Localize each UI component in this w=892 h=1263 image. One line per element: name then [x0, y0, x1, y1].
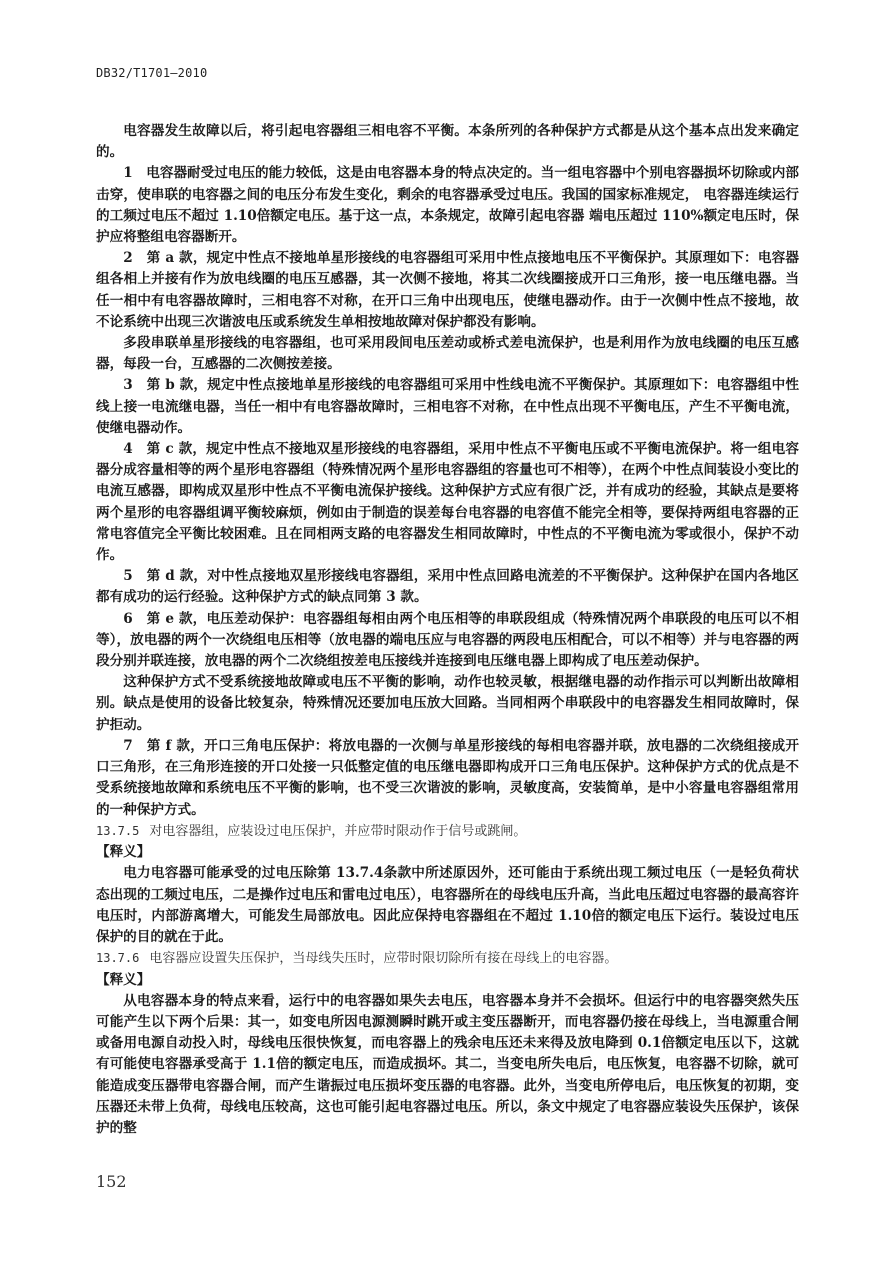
paragraph: 多段串联单星形接线的电容器组，也可采用段间电压差动或桥式差电流保护，也是利用作为放电线圈的电压互感器，每段一台，互感器的二次侧按差接。 — [96, 335, 799, 373]
paragraph: 5 第 d 款，对中性点接地双星形接线电容器组，采用中性点回路电流差的不平衡保护。这种保护在国内各地区都有成功的运行经验。这种保护方式的缺点同第 3 款。 — [96, 568, 799, 606]
explanation-paragraph: 从电容器本身的特点来看，运行中的电容器如果失去电压，电容器本身并不会损坏。但运行中的电容器突然失压可能产生以下两个后果：其一，如变电所因电源测瞬时跳开或主变压器断开，而电容器仍接在母线上，当电源重合闸或备用电源自动投入时，母线电压很快恢复，而电容器上的残余电压还未来得及放电降到 0.1倍额定电压以下，这就有可能使电容器承受高于 1.1倍的额定电压，而造成损坏。其二，当变电所失电后，电压恢复，电容器不切除，就可能造成变压器带电容器合闸，而产生谐振过电压损坏变压器的电容器。此外，当变电所停电后，电压恢复的初期，变压器还未带上负荷，母线电压较高，这也可能引起电容器过电压。所以，条文中规定了电容器应装设失压保护，该保护的整 — [96, 992, 799, 1136]
paragraph: 6 第 e 款，电压差动保护：电容器组每相由两个电压相等的串联段组成（特殊情况两个串联段的电压可以不相等），放电器的两个一次绕组电压相等（放电器的端电压应与电容器的两段电压相配合，可以不相等）并与电容器的两段分别并联连接，放电器的两个二次绕组按差电压接线并连接到电压继电器上即构成了电压差动保护。 — [96, 610, 799, 670]
paragraph: 4 第 c 款，规定中性点不接地双星形接线的电容器组，采用中性点不平衡电压或不平衡电流保护。将一组电容器分成容量相等的两个星形电容器组（特殊情况两个星形电容器组的容量也可不相等），在两个中性点间装设小变比的电流互感器，即构成双星形中性点不平衡电流保护接线。这种保护方式应有很广泛，并有成功的经验，其缺点是要将两个星形的电容器组调平衡较麻烦，例如由于制造的误差每台电容器的电容值不能完全相等，要保持两组电容器的正常电容值完全平衡比较困难。且在同相两支路的电容器发生相同故障时，中性点的不平衡电流为零或很小，保护不动作。 — [96, 441, 799, 564]
clause-number: 13.7.6 — [96, 951, 140, 966]
document-code: DB32/T1701—2010 — [96, 66, 208, 80]
document-body — [96, 121, 799, 1139]
paragraph: 3 第 b 款，规定中性点接地单星形接线的电容器组可采用中性线电流不平衡保护。其原理如下：电容器组中性线上接一电流继电器，当任一相中有电容器故障时，三相电容不对称，在中性点出现不平衡电压，产生不平衡电流，使继电器动作。 — [96, 377, 799, 436]
paragraph: 这种保护方式不受系统接地故障或电压不平衡的影响，动作也较灵敏，根据继电器的动作指示可以判断出故障相别。缺点是使用的设备比较复杂，特殊情况还要加电压放大回路。当同相两个串联段中的电容器发生相同故障时，保护拒动。 — [96, 674, 799, 733]
clause-text: 对电容器组，应装设过电压保护，并应带时限动作于信号或跳闸。 — [149, 823, 527, 839]
paragraph: 电容器发生故障以后，将引起电容器组三相电容不平衡。本条所列的各种保护方式都是从这个基本点出发来确定的。 — [96, 123, 799, 161]
explanation-label: 【释义】 — [96, 844, 151, 861]
clause-text: 电容器应设置失压保护，当母线失压时，应带时限切除所有接在母线上的电容器。 — [149, 951, 618, 967]
explanation-paragraph: 电力电容器可能承受的过电压除第 13.7.4条款中所述原因外，还可能由于系统出现工频过电压（一是轻负荷状态出现的工频过电压，二是操作过电压和雷电过电压），电容器所在的母线电压升高，当此电压超过电容器的最高容许电压时，内部游离增大，可能发生局部放电。因此应保持电容器组在不超过 1.10倍的额定电压下运行。装设过电压保护的目的就在于此。 — [96, 865, 799, 945]
explanation-label: 【释义】 — [96, 971, 151, 988]
paragraph: 2 第 a 款，规定中性点不接地单星形接线的电容器组可采用中性点接地电压不平衡保护。其原理如下：电容器组各相上并接有作为放电线圈的电压互感器，其一次侧不接地，将其二次线圈接成开口三角形，接一电压继电器。当任一相中有电容器故障时，三相电容不对称，在开口三角中出现电压，使继电器动作。由于一次侧中性点不接地，故不论系统中出现三次谐波电压或系统发生单相按地故障对保护都没有影响。 — [96, 250, 799, 330]
clause-13-7-6 — [96, 948, 799, 970]
clause-13-7-5 — [96, 821, 799, 843]
paragraph: 7 第 f 款，开口三角电压保护：将放电器的一次侧与单星形接线的每相电容器并联，放电器的二次绕组接成开口三角形，在三角形连接的开口处接一只低整定值的电压继电器即构成开口三角电压保护。这种保护方式的优点是不受系统接地故障和系统电压不平衡的影响，也不受三次谐波的影响，灵敏度高，安装简单，是中小容量电容器组常用的一种保护方式。 — [96, 737, 799, 818]
page-number: 152 — [96, 1172, 127, 1191]
clause-number: 13.7.5 — [96, 823, 140, 838]
paragraph: 1 电容器耐受过电压的能力较低，这是由电容器本身的特点决定的。当一组电容器中个别电容器损坏切除或内部击穿，使串联的电容器之间的电压分布发生变化，剩余的电容器承受过电压。我国的国家标准规定， 电容器连续运行的工频过电压不超过 1.10倍额定电压。基于这一点，本条规定，故障引起电容器 端电压超过 110%额定电压时，保护应将整组电容器断开。 — [96, 165, 799, 246]
